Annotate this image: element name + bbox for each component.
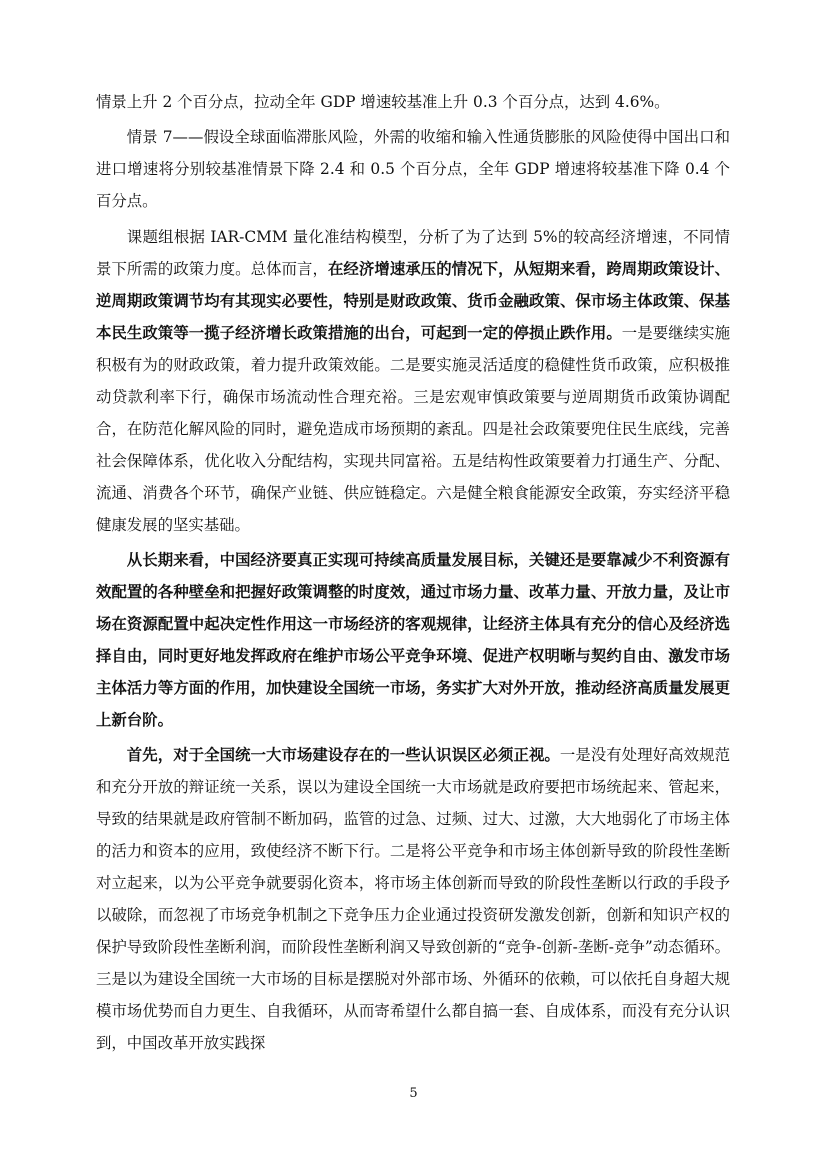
bold-text-segment: 在经济增速承压的情况下，从短期来看，跨周期政策设计、逆周期政策调节均有其现实必要性，特别是财政政策、货币金融政策、保市场主体政策、保基本民生政策等一揽子经济增长政策措施的出台，可起到一定的停损止跌作用。: [96, 259, 730, 342]
text-segment: 一是要继续实施积极有为的财政政策，着力提升政策效能。二是要实施灵活适度的稳健性货币政策，应积极推动贷款利率下行，确保市场流动性合理充裕。三是宏观审慎政策要与逆周期货币政策协调配合，在防范化解风险的同时，避免造成市场预期的紊乱。四是社会政策要兜住民生底线，完善社会保障体系，优化收入分配结构，实现共同富裕。五是结构性政策要着力打通生产、分配、流通、消费各个环节，确保产业链、供应链稳定。六是健全粮食能源安全政策，夯实经济平稳健康发展的坚实基础。: [96, 323, 730, 534]
paragraph: [96, 86, 730, 118]
paragraph: [96, 121, 730, 217]
text-segment: 情景上升 2 个百分点，拉动全年 GDP 增速较基准上升 0.3 个百分点，达到 4.6%。: [96, 93, 670, 111]
text-segment: 一是没有处理好高效规范和充分开放的辩证统一关系，误以为建设全国统一大市场就是政府要把市场统起来、管起来，导致的结果就是政府管制不断加码，监管的过急、过频、过大、过激，大大地弱化了市场主体的活力和资本的应用，致使经济不断下行。二是将公平竞争和市场主体创新导致的阶段性垄断对立起来，以为公平竞争就要弱化资本，将市场主体创新而导致的阶段性垄断以行政的手段予以破除，而忽视了市场竞争机制之下竞争压力企业通过投资研发激发创新，创新和知识产权的保护导致阶段性垄断利润，而阶段性垄断利润又导致创新的“竞争-创新-垄断-竞争”动态循环。三是以为建设全国统一大市场的目标是摆脱对外部市场、外循环的依赖，可以依托自身超大规模市场优势而自力更生、自我循环，从而寄希望什么都自搞一套、自成体系，而没有充分认识到，中国改革开放实践探: [96, 746, 730, 1053]
paragraph: [96, 221, 730, 541]
bold-text-segment: 首先，对于全国统一大市场建设存在的一些认识误区必须正视。: [126, 746, 560, 765]
paragraph: [96, 739, 730, 1059]
bold-text-segment: 从长期来看，中国经济要真正实现可持续高质量发展目标，关键还是要靠减少不利资源有效配置的各种壁垒和把握好政策调整的时度效，通过市场力量、改革力量、开放力量，及让市场在资源配置中起决定性作用这一市场经济的客观规律，让经济主体具有充分的信心及经济选择自由，同时更好地发挥政府在维护市场公平竞争环境、促进产权明晰与契约自由、激发市场主体活力等方面的作用，加快建设全国统一市场，务实扩大对外开放，推动经济高质量发展更上新台阶。: [96, 550, 730, 729]
text-segment: 课题组根据 IAR-CMM 量化准结构模型，分析了为了达到 5%的较高经济增速，不同情景下所需的政策力度。总体而言，: [96, 227, 730, 278]
document-body: [96, 86, 730, 1062]
paragraph: [96, 544, 730, 736]
text-segment: 情景 7——假设全球面临滞胀风险，外需的收缩和输入性通货膨胀的风险使得中国出口和进口增速将分别较基准情景下降 2.4 和 0.5 个百分点，全年 GDP 增速将较基准下降 0.4 个百分点。: [96, 128, 730, 211]
page-number: 5: [409, 1086, 418, 1101]
